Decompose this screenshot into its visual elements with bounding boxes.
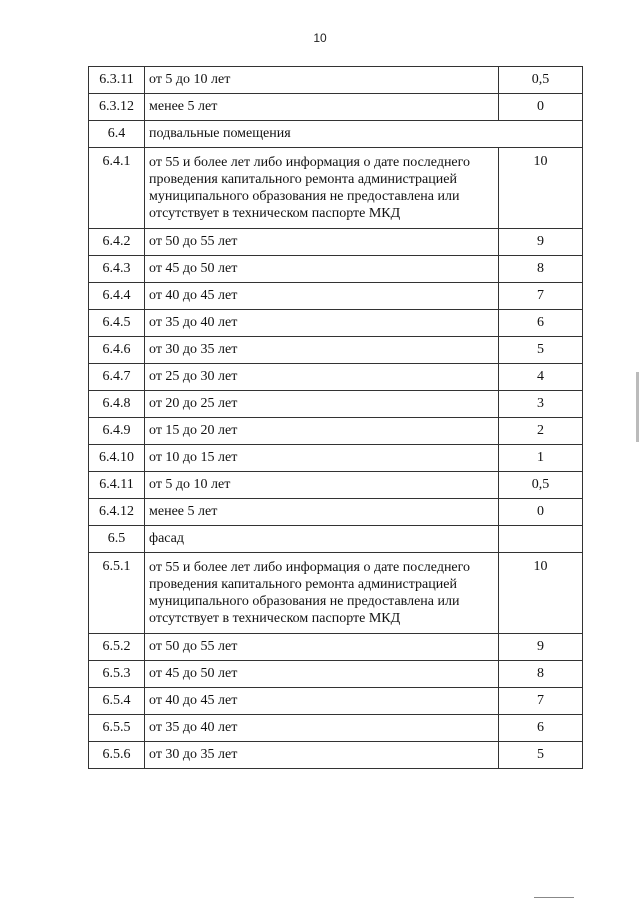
row-description: от 30 до 35 лет bbox=[145, 742, 499, 769]
table-row bbox=[89, 715, 583, 742]
row-description: от 50 до 55 лет bbox=[145, 634, 499, 661]
row-description: от 50 до 55 лет bbox=[145, 229, 499, 256]
row-number: 6.4.1 bbox=[89, 148, 145, 229]
row-number: 6.4 bbox=[89, 121, 145, 148]
row-number: 6.4.10 bbox=[89, 445, 145, 472]
row-description: фасад bbox=[145, 526, 499, 553]
row-number: 6.5 bbox=[89, 526, 145, 553]
footer-dash bbox=[534, 897, 574, 898]
table-row bbox=[89, 148, 583, 229]
row-description: от 40 до 45 лет bbox=[145, 283, 499, 310]
table-row bbox=[89, 661, 583, 688]
row-score: 0,5 bbox=[499, 67, 583, 94]
row-score: 6 bbox=[499, 715, 583, 742]
table-row bbox=[89, 94, 583, 121]
row-number: 6.5.4 bbox=[89, 688, 145, 715]
row-description: от 40 до 45 лет bbox=[145, 688, 499, 715]
row-description: от 35 до 40 лет bbox=[145, 310, 499, 337]
row-score: 0,5 bbox=[499, 472, 583, 499]
row-number: 6.4.6 bbox=[89, 337, 145, 364]
row-number: 6.5.2 bbox=[89, 634, 145, 661]
row-number: 6.4.7 bbox=[89, 364, 145, 391]
table-row bbox=[89, 229, 583, 256]
table-row bbox=[89, 283, 583, 310]
row-description: от 5 до 10 лет bbox=[145, 472, 499, 499]
row-score: 7 bbox=[499, 688, 583, 715]
table-row bbox=[89, 310, 583, 337]
row-number: 6.4.3 bbox=[89, 256, 145, 283]
row-score: 5 bbox=[499, 337, 583, 364]
row-number: 6.5.6 bbox=[89, 742, 145, 769]
row-number: 6.4.12 bbox=[89, 499, 145, 526]
table-row bbox=[89, 742, 583, 769]
table-row bbox=[89, 688, 583, 715]
table-row bbox=[89, 499, 583, 526]
criteria-table-body bbox=[89, 67, 583, 769]
table-row bbox=[89, 418, 583, 445]
row-description: от 25 до 30 лет bbox=[145, 364, 499, 391]
row-number: 6.4.11 bbox=[89, 472, 145, 499]
row-score: 10 bbox=[499, 553, 583, 634]
row-description: от 55 и более лет либо информация о дате последнего проведения капитального ремонта администрацией муниципального образования не предоставлена или отсутствует в техническом паспорте МКД bbox=[145, 148, 499, 229]
row-number: 6.5.3 bbox=[89, 661, 145, 688]
row-number: 6.3.11 bbox=[89, 67, 145, 94]
table-row bbox=[89, 67, 583, 94]
row-score: 5 bbox=[499, 742, 583, 769]
row-number: 6.4.9 bbox=[89, 418, 145, 445]
table-row bbox=[89, 391, 583, 418]
row-score: 3 bbox=[499, 391, 583, 418]
row-description: от 15 до 20 лет bbox=[145, 418, 499, 445]
row-score: 1 bbox=[499, 445, 583, 472]
row-score: 8 bbox=[499, 661, 583, 688]
table-row bbox=[89, 364, 583, 391]
scan-edge-mark bbox=[636, 372, 639, 442]
row-score bbox=[499, 526, 583, 553]
row-score: 10 bbox=[499, 148, 583, 229]
table-row bbox=[89, 553, 583, 634]
row-description: от 5 до 10 лет bbox=[145, 67, 499, 94]
row-score: 0 bbox=[499, 499, 583, 526]
row-description: менее 5 лет bbox=[145, 94, 499, 121]
row-description: от 45 до 50 лет bbox=[145, 661, 499, 688]
row-score: 7 bbox=[499, 283, 583, 310]
table-row bbox=[89, 526, 583, 553]
row-score: 6 bbox=[499, 310, 583, 337]
row-number: 6.4.5 bbox=[89, 310, 145, 337]
row-description: от 30 до 35 лет bbox=[145, 337, 499, 364]
row-number: 6.3.12 bbox=[89, 94, 145, 121]
table-row bbox=[89, 121, 583, 148]
row-description: от 55 и более лет либо информация о дате последнего проведения капитального ремонта администрацией муниципального образования не предоставлена или отсутствует в техническом паспорте МКД bbox=[145, 553, 499, 634]
table-row bbox=[89, 472, 583, 499]
row-score: 2 bbox=[499, 418, 583, 445]
page-number: 10 bbox=[313, 31, 327, 45]
table-row bbox=[89, 337, 583, 364]
row-score: 0 bbox=[499, 94, 583, 121]
row-score: 8 bbox=[499, 256, 583, 283]
row-number: 6.4.2 bbox=[89, 229, 145, 256]
criteria-table bbox=[88, 66, 583, 769]
row-number: 6.4.4 bbox=[89, 283, 145, 310]
row-number: 6.5.1 bbox=[89, 553, 145, 634]
row-description: менее 5 лет bbox=[145, 499, 499, 526]
row-score: 9 bbox=[499, 229, 583, 256]
row-description: от 35 до 40 лет bbox=[145, 715, 499, 742]
section-title: подвальные помещения bbox=[145, 121, 583, 148]
row-description: от 10 до 15 лет bbox=[145, 445, 499, 472]
row-score: 4 bbox=[499, 364, 583, 391]
row-description: от 45 до 50 лет bbox=[145, 256, 499, 283]
table-row bbox=[89, 634, 583, 661]
row-score: 9 bbox=[499, 634, 583, 661]
row-description: от 20 до 25 лет bbox=[145, 391, 499, 418]
row-number: 6.5.5 bbox=[89, 715, 145, 742]
table-row bbox=[89, 256, 583, 283]
table-row bbox=[89, 445, 583, 472]
row-number: 6.4.8 bbox=[89, 391, 145, 418]
